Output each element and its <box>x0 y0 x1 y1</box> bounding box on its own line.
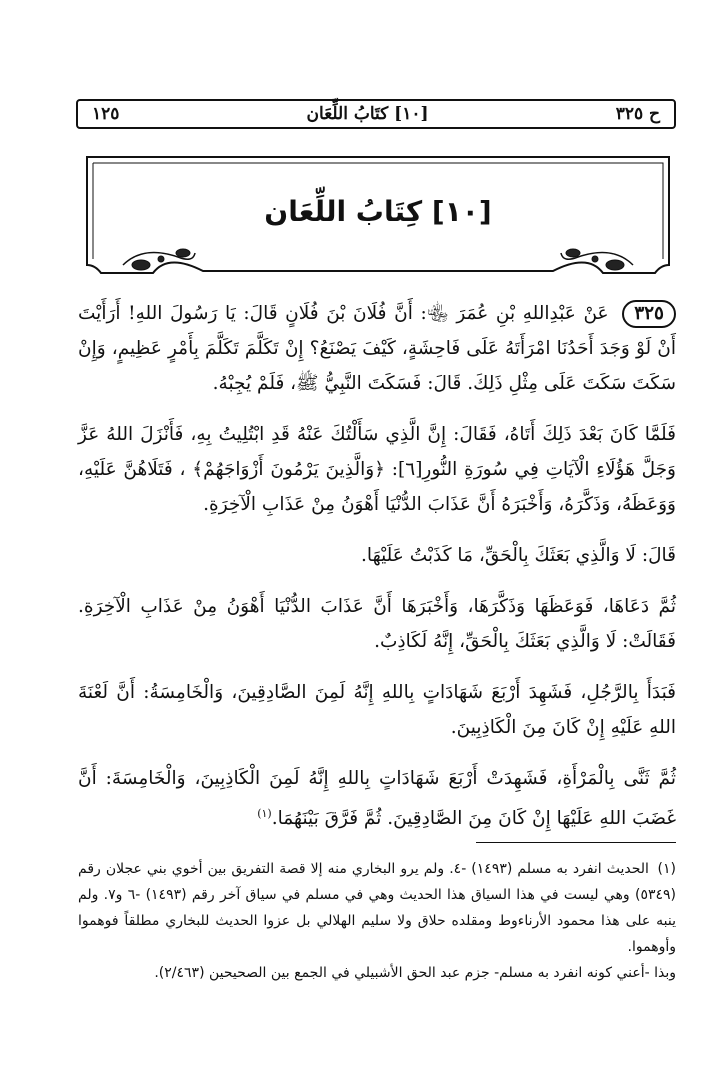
hadith-paragraph: فَلَمَّا كَانَ بَعْدَ ذَلِكَ أَتَاهُ، فَقَالَ: إِنَّ الَّذِي سَأَلْتُكَ عَنْهُ قَدِ ابْتُلِيتُ بِهِ، فَأَنْزَلَ اللهُ عَزَّ وَجَلَّ هَؤُلَاءِ الْآيَاتِ فِي سُورَةِ النُّورِ[٦]: ﴿وَالَّذِينَ يَرْمُونَ أَزْوَاجَهُمْ﴾ ، فَتَلَاهُنَّ عَلَيْهِ، وَوَعَظَهُ، وَذَكَّرَهُ، وَأَخْبَرَهُ أَنَّ عَذَابَ الدُّنْيَا أَهْوَنُ مِنْ عَذَابِ الْآخِرَةِ. <box>78 424 676 515</box>
hadith-paragraph <box>78 761 676 836</box>
running-chapter-title: [١٠] كتَابُ اللِّعَان <box>306 104 429 124</box>
footnote-marker: (١) <box>657 861 677 877</box>
footnote-reference[interactable]: (١) <box>257 807 272 820</box>
footnote-item <box>78 856 676 960</box>
paragraph-text: عَنْ عَبْدِاللهِ بْنِ عُمَرَ ﵄: أَنَّ فُلَانَ بْنَ فُلَانٍ قَالَ: يَا رَسُولَ اللهِ! أَرَأَيْتَ أَنْ لَوْ وَجَدَ أَحَدُنَا امْرَأَتَهُ عَلَى فَاحِشَةٍ، كَيْفَ يَصْنَعُ؟ إِنْ تَكَلَّمَ تَكَلَّمَ بِأَمْرٍ عَظِيمٍ، وَإِنْ سَكَتَ سَكَتَ عَلَى مِثْلِ ذَلِكَ. قَالَ: فَسَكَتَ النَّبِيُّ ﷺ، فَلَمْ يُجِبْهُ. <box>78 303 676 394</box>
running-header <box>76 99 676 129</box>
hadith-paragraph: فَبَدَأَ بِالرَّجُلِ، فَشَهِدَ أَرْبَعَ شَهَادَاتٍ بِاللهِ إِنَّهُ لَمِنَ الصَّادِقِينَ، وَالْخَامِسَةُ: أَنَّ لَعْنَةَ اللهِ عَلَيْهِ إِنْ كَانَ مِنَ الْكَاذِبِينَ. <box>78 682 676 738</box>
page-number: ١٢٥ <box>92 104 120 124</box>
footnote-divider <box>476 842 676 843</box>
footnote-item: وبذا -أعني كونه انفرد به مسلم- جزم عبد الحق الأشبيلي في الجمع بين الصحيحين (٢/٤٦٣). <box>154 965 676 981</box>
hadith-paragraph <box>78 296 676 401</box>
hadith-paragraph: قَالَ: لَا وَالَّذِي بَعَثَكَ بِالْحَقِّ، مَا كَذَبْتُ عَلَيْهَا. <box>361 545 676 566</box>
footnote-text: الحديث انفرد به مسلم (١٤٩٣) -٤. ولم يرو البخاري منه إلا قصة التفريق بين أخوي بني عجلان رقم (٥٣٤٩) وهي ليست في هذا السياق هذا الحديث وهي في مسلم في سياق آخر رقم (١٤٩٣) -٦ و٧. ولم ينبه على هذا محمود الأرناءوط ومقلده حلاق ولا سليم الهلالي بل عزوا الحديث للبخاري مطلقاً فوهموا وأوهموا. <box>78 861 676 955</box>
hadith-range: ح ٣٢٥ <box>615 104 660 124</box>
chapter-title: [١٠] كِتَابُ اللِّعَان <box>264 195 492 228</box>
hadith-number-badge: ٣٢٥ <box>622 300 676 328</box>
footnotes <box>78 856 676 986</box>
paragraph-text: ثُمَّ ثَنَّى بِالْمَرْأَةِ، فَشَهِدَتْ أَرْبَعَ شَهَادَاتٍ بِاللهِ إِنَّهُ لَمِنَ الْكَاذِبِينَ، وَالْخَامِسَةَ: أَنَّ غَضَبَ اللهِ عَلَيْهَا إِنْ كَانَ مِنَ الصَّادِقِينَ. ثُمَّ فَرَّقَ بَيْنَهُمَا. <box>78 768 676 830</box>
hadith-text <box>78 296 676 852</box>
chapter-banner <box>83 153 673 290</box>
hadith-paragraph: ثُمَّ دَعَاهَا، فَوَعَظَهَا وَذَكَّرَهَا، وَأَخْبَرَهَا أَنَّ عَذَابَ الدُّنْيَا أَهْوَنُ مِنْ عَذَابِ الْآخِرَةِ. فَقَالَتْ: لَا وَالَّذِي بَعَثَكَ بِالْحَقِّ، إِنَّهُ لَكَاذِبٌ. <box>78 596 676 652</box>
